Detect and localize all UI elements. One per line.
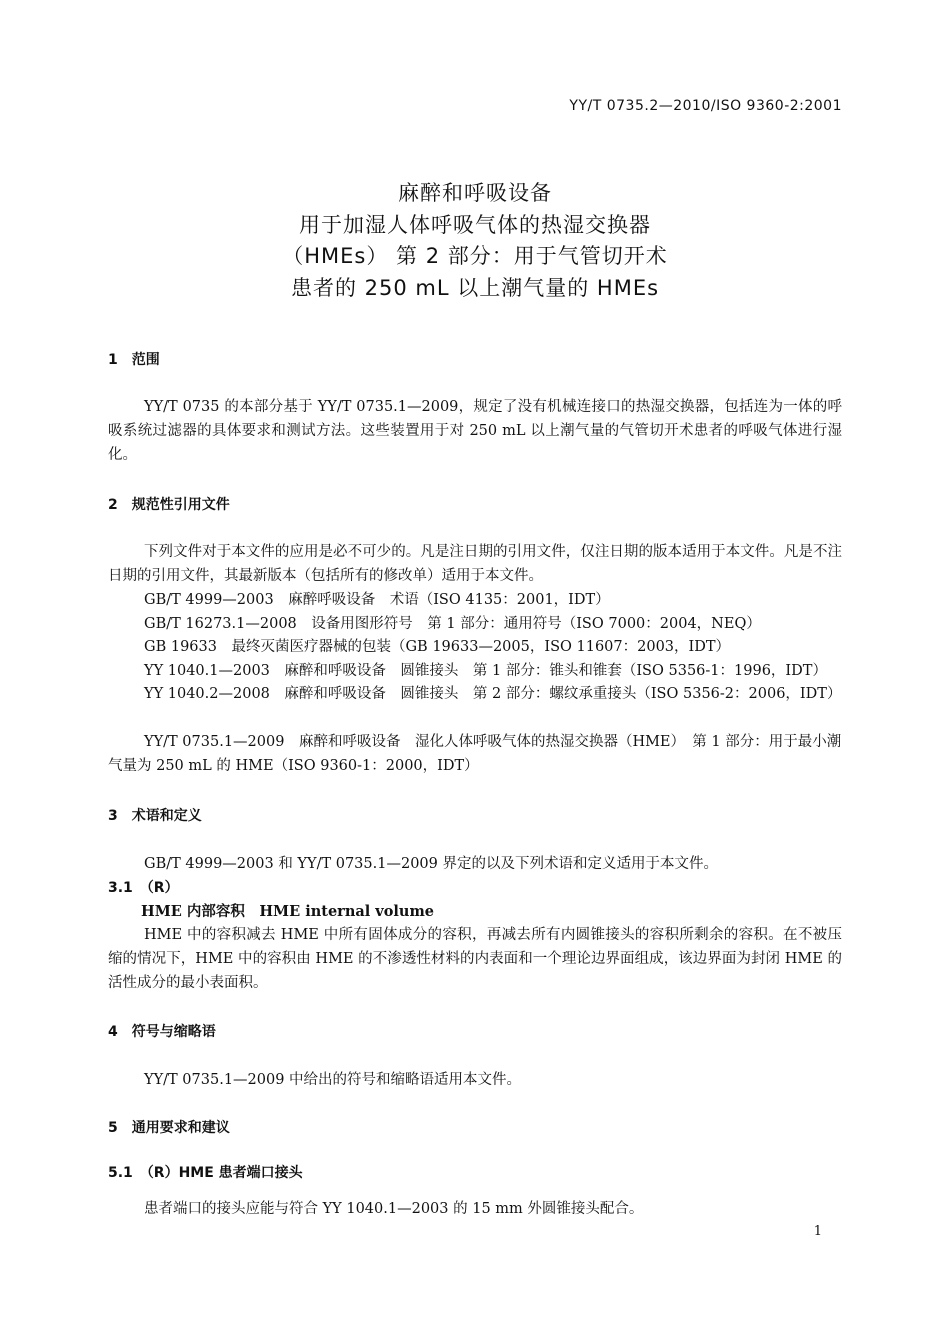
- reference-item: GB/T 16273.1—2008 设备用图形符号 第 1 部分：通用符号（ISO 7000：2004，NEQ）: [144, 616, 761, 632]
- title-line-3: （HMEs） 第 2 部分：用于气管切开术: [282, 244, 668, 268]
- section-1-heading: 1 范围: [108, 352, 160, 368]
- section-2-paragraph: 下列文件对于本文件的应用是必不可少的。凡是注日期的引用文件，仅注日期的版本适用于本文件。凡是不注日期的引用文件，其最新版本（包括所有的修改单）适用于本文件。: [108, 544, 842, 584]
- section-2-heading: 2 规范性引用文件: [108, 497, 230, 513]
- section-5-heading: 5 通用要求和建议: [108, 1120, 230, 1136]
- reference-item: YY 1040.1—2003 麻醉和呼吸设备 圆锥接头 第 1 部分：锥头和锥套（ISO 5356-1：1996，IDT）: [144, 663, 827, 679]
- section-1-paragraph: YY/T 0735 的本部分基于 YY/T 0735.1—2009，规定了没有机械连接口的热湿交换器，包括连为一体的呼吸系统过滤器的具体要求和测试方法。这些装置用于对 250 mL 以上潮气量的气管切开术患者的呼吸气体进行湿化。: [108, 399, 842, 463]
- standard-code: YY/T 0735.2—2010/ISO 9360-2:2001: [569, 98, 842, 114]
- subclause-3-1: 3.1 （R）: [108, 880, 179, 896]
- document-title: [0, 178, 950, 304]
- section-3-paragraph: GB/T 4999—2003 和 YY/T 0735.1—2009 界定的以及下列术语和定义适用于本文件。: [144, 856, 718, 872]
- reference-item: GB 19633 最终灭菌医疗器械的包装（GB 19633—2005，ISO 11607：2003，IDT）: [144, 639, 731, 655]
- term-definition: HME 中的容积减去 HME 中所有固体成分的容积，再减去所有内圆锥接头的容积所剩余的容积。在不被压缩的情况下，HME 中的容积由 HME 的不渗透性材料的内表面和一个理论边界面组成，该边界面为封闭 HME 的活性成分的最小表面积。: [108, 927, 842, 991]
- term-entry: HME 内部容积 HME internal volume: [141, 903, 435, 920]
- title-line-2: 用于加湿人体呼吸气体的热湿交换器: [299, 212, 651, 237]
- page-number: 1: [813, 1224, 822, 1239]
- title-line-4: 患者的 250 mL 以上潮气量的 HMEs: [290, 275, 660, 300]
- reference-item: YY/T 0735.1—2009 麻醉和呼吸设备 湿化人体呼吸气体的热湿交换器（HME） 第 1 部分：用于最小潮气量为 250 mL 的 HME（ISO 9360-1：2000，IDT）: [108, 734, 842, 774]
- reference-item: YY 1040.2—2008 麻醉和呼吸设备 圆锥接头 第 2 部分：螺纹承重接头（ISO 5356-2：2006，IDT）: [144, 686, 842, 702]
- reference-item: GB/T 4999—2003 麻醉呼吸设备 术语（ISO 4135：2001，IDT）: [144, 592, 610, 608]
- subclause-5-1-heading: 5.1 （R）HME 患者端口接头: [108, 1165, 303, 1181]
- section-3-heading: 3 术语和定义: [108, 808, 202, 824]
- section-5-1-paragraph: 患者端口的接头应能与符合 YY 1040.1—2003 的 15 mm 外圆锥接头配合。: [144, 1201, 644, 1217]
- section-4-paragraph: YY/T 0735.1—2009 中给出的符号和缩略语适用本文件。: [144, 1072, 522, 1088]
- section-4-heading: 4 符号与缩略语: [108, 1024, 216, 1040]
- title-line-1: 麻醉和呼吸设备: [398, 181, 552, 205]
